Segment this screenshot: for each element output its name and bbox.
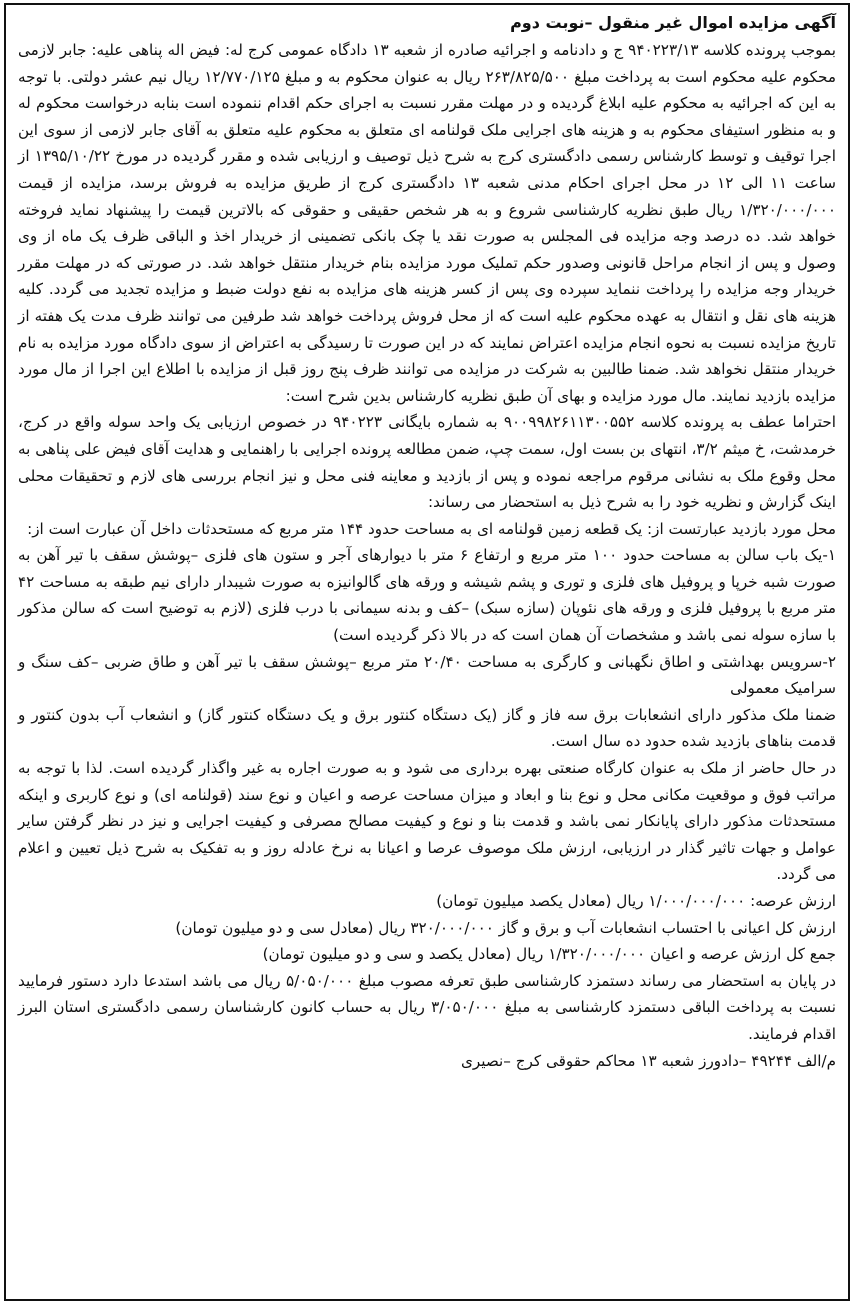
notice-paragraph-item-1: ۱-یک باب سالن به مساحت حدود ۱۰۰ متر مربع و ارتفاع ۶ متر با دیوارهای آجر و ستون های فلزی –پوشش سقف با تیر آهن به صورت شبه خرپا و پروفیل های فلزی و توری و پشم شیشه و ورقه های گالوانیزه به صورت شیبدار دارای نیم طبقه به مساحت ۴۲ متر مربع با پروفیل فلزی و ورقه های نئوپان (سازه سبک) –کف و بدنه سیمانی با درب فلزی (لازم به توضیح است که سالن مذکور با سازه سوله نمی باشد و مشخصات آن همان است که در بالا ذکر گردیده است) bbox=[18, 546, 836, 645]
notice-paragraph-closing: در پایان به استحضار می رساند دستمزد کارشناسی طبق تعرفه مصوب مبلغ ۵/۰۵۰/۰۰۰ ریال می باشد استدعا دارد دستور فرمایید نسبت به پرداخت الباقی دستمزد کارشناسی به مبلغ ۳/۰۵۰/۰۰۰ ریال به حساب کانون کارشناسان رسمی دادگستری استان البرز اقدام فرمایند. bbox=[18, 971, 836, 1043]
notice-frame bbox=[4, 3, 850, 1301]
notice-paragraph-assessment: در حال حاضر از ملک به عنوان کارگاه صنعتی بهره برداری می شود و به صورت اجاره به غیر واگذار گردیده است. لذا با توجه به مراتب فوق و موقعیت مکانی محل و نوع بنا و ابعاد و میزان مساحت عرصه و اعیان و نوع سند (قولنامه ای) و نوع کاربری و اینکه مستحدثات مذکور دارای پایانکار نمی باشد و قدمت بنا و نوع و کیفیت مصالح مصرفی و کیفیت اجرایی و نیز در نظر گرفتن سایر عوامل و جهات تاثیر گذار در ارزیابی، ارزش ملک موصوف عرصا و اعیانا به نرخ عادله روز و به تفکیک به شرح ذیل تعیین و اعلام می گردد. bbox=[18, 759, 836, 884]
notice-paragraph-location: محل مورد بازدید عبارتست از: یک قطعه زمین قولنامه ای به مساحت حدود ۱۴۴ متر مربع که مستحدثات داخل آن عبارت است از: bbox=[27, 519, 836, 538]
valuation-buildings: ارزش کل اعیانی با احتساب انشعابات آب و برق و گاز ۳۲۰/۰۰۰/۰۰۰ ریال (معادل سی و دو میلیون تومان) bbox=[175, 918, 836, 937]
notice-title: آگهی مزایده اموال غیر منقول –نوبت دوم bbox=[510, 13, 836, 32]
notice-paragraph-reference: احتراما عطف به پرونده کلاسه ۹۰۰۹۹۸۲۶۱۱۳۰۰۵۵۲ به شماره بایگانی ۹۴۰۲۲۳ در خصوص ارزیابی یک واحد سوله واقع در کرج، خرمدشت، خ میثم ۳/۲، انتهای بن بست اول، سمت چپ، ضمن مطالعه پرونده اجرایی با راهنمایی و هدایت آقای فیض علی پناهی به محل وقوع ملک به نشانی مرقوم مراجعه نموده و پس از بازدید و معاینه فنی محل و نیز انجام بررسی های لازم و تحقیقات محلی اینک گزارش و نظریه خود را به شرح ذیل به استحضار می رساند: bbox=[18, 413, 836, 512]
valuation-total: جمع کل ارزش عرصه و اعیان ۱/۳۲۰/۰۰۰/۰۰۰ ریال (معادل یکصد و سی و دو میلیون تومان) bbox=[262, 945, 836, 964]
notice-paragraph-utilities: ضمنا ملک مذکور دارای انشعابات برق سه فاز و گاز (یک دستگاه کنتور برق و یک دستگاه کنتور گاز) و انشعاب آب بدون کنتور و قدمت بناهای بازدید شده حدود ده سال است. bbox=[18, 705, 836, 751]
notice-paragraph-item-2: ۲-سرویس بهداشتی و اطاق نگهبانی و کارگری به مساحت ۲۰/۴۰ متر مربع –پوشش سقف با تیر آهن و طاق ضربی –کف سنگ و سرامیک معمولی bbox=[18, 652, 836, 698]
notice-signature: م/الف ۴۹۲۴۴ –دادورز شعبه ۱۳ محاکم حقوقی کرج –نصیری bbox=[461, 1051, 836, 1070]
notice-paragraph-intro: بموجب پرونده کلاسه ۹۴۰۲۲۳/۱۳ ج و دادنامه و اجرائیه صادره از شعبه ۱۳ دادگاه عمومی کرج له: فیض اله پناهی علیه: جابر لازمی محکوم علیه محکوم است به پرداخت مبلغ ۲۶۳/۸۲۵/۵۰۰ ریال به عنوان محکوم به و مبلغ ۱۲/۷۷۰/۱۲۵ ریال نیم عشر دولتی. با توجه به این که اجرائیه به محکوم علیه ابلاغ گردیده و در مهلت مقرر نسبت به اجرای حکم اقدام ننموده است بنابه درخواست محکوم له و به منظور استیفای محکوم به و هزینه های اجرایی ملک قولنامه ای متعلق به محکوم علیه متعلق به آقای جابر لازمی از سوی این اجرا توقیف و توسط کارشناس رسمی دادگستری کرج به شرح ذیل توصیف و ارزیابی شده و مقرر گردیده در مورخ ۱۳۹۵/۱۰/۲۲ از ساعت ۱۱ الی ۱۲ در محل اجرای احکام مدنی شعبه ۱۳ دادگستری کرج از طریق مزایده به فروش برسد، مزایده از قیمت ۱/۳۲۰/۰۰۰/۰۰۰ ریال طبق نظریه کارشناسی شروع و به هر شخص حقیقی و حقوقی که بالاترین قیمت را پیشنهاد نماید فروخته خواهد شد. ده درصد وجه مزایده فی المجلس به صورت نقد یا چک بانکی تضمینی از خریدار اخذ و الباقی ظرف یک ماه از وی وصول و پس از انجام مراحل قانونی وصدور حکم تملیک مورد مزایده بنام خریدار منتقل خواهد شد. در صورتی که در مهلت مقرر خریدار وجه مزایده را پرداخت ننماید سپرده وی پس از کسر هزینه های مزایده به نفع دولت ضبط و مزایده تجدید می گردد. کلیه هزینه های نقل و انتقال به عهده محکوم علیه است که از محل فروش پرداخت خواهد شد طرفین می توانند ظرف مدت یک هفته از تاریخ مزایده نسبت به نحوه انجام مزایده اعتراض نمایند که در این صورت تا رسیدگی به اعتراض از سوی دادگاه مورد مزایده به نام خریدار منتقل نخواهد شد. ضمنا طالبین به شرکت در مزایده می توانند ظرف پنج روز قبل از مزایده با اطلاع این اجرا از مال مورد مزایده بازدید نمایند. مال مورد مزایده و بهای آن طبق نظریه کارشناس بدین شرح است: bbox=[18, 41, 836, 405]
valuation-land: ارزش عرصه: ۱/۰۰۰/۰۰۰/۰۰۰ ریال (معادل یکصد میلیون تومان) bbox=[436, 892, 836, 910]
